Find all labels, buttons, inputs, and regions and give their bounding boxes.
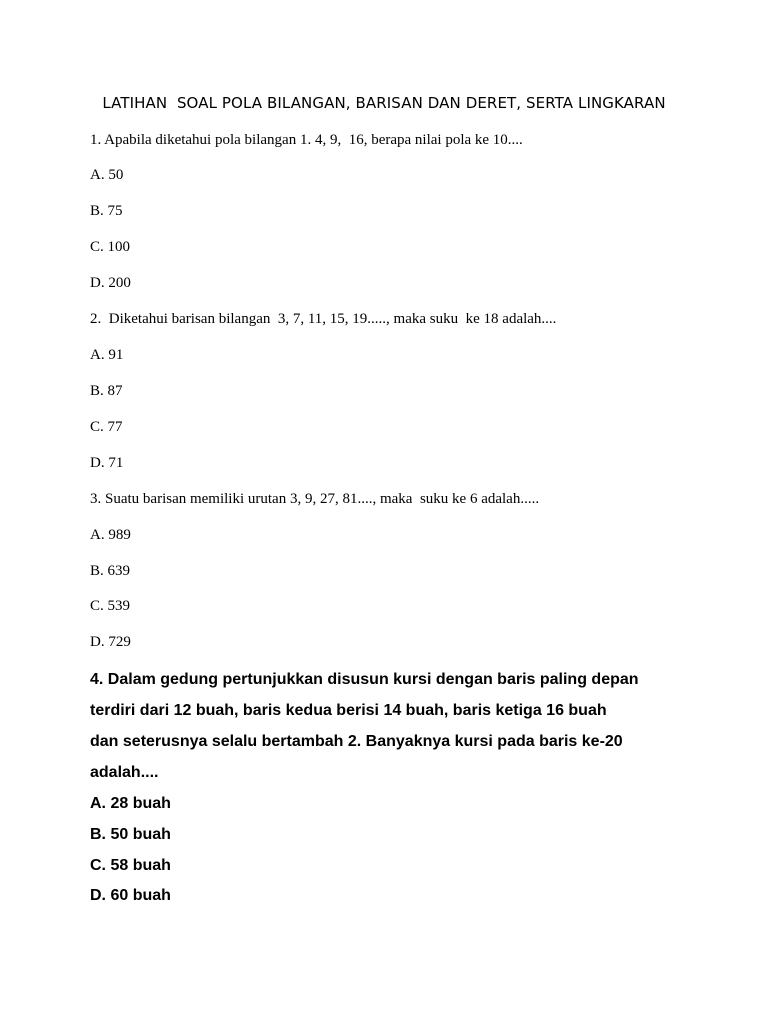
question-3-option-c: C. 539 xyxy=(90,598,131,614)
question-2-option-b: B. 87 xyxy=(90,383,123,399)
question-3-option-a: A. 989 xyxy=(90,527,131,543)
question-4-text-line-3: dan seterusnya selalu bertambah 2. Banyaknya kursi pada baris ke-20 xyxy=(90,733,623,750)
question-4-option-d: D. 60 buah xyxy=(90,887,171,904)
question-4-option-b: B. 50 buah xyxy=(90,826,171,843)
question-4-option-c: C. 58 buah xyxy=(90,857,171,874)
question-4-text-line-1: 4. Dalam gedung pertunjukkan disusun kursi dengan baris paling depan xyxy=(90,671,639,688)
question-3-option-b: B. 639 xyxy=(90,563,131,579)
question-2-option-d: D. 71 xyxy=(90,455,124,471)
question-1-option-c: C. 100 xyxy=(90,239,131,255)
question-3-option-d: D. 729 xyxy=(90,634,131,650)
question-2-option-c: C. 77 xyxy=(90,419,123,435)
page-title: LATIHAN SOAL POLA BILANGAN, BARISAN DAN DERET, SERTA LINGKARAN xyxy=(102,94,666,112)
question-4-option-a: A. 28 buah xyxy=(90,795,171,812)
question-1-text: 1. Apabila diketahui pola bilangan 1. 4, 9, 16, berapa nilai pola ke 10.... xyxy=(90,132,523,148)
question-1-option-d: D. 200 xyxy=(90,275,131,291)
question-3-text: 3. Suatu barisan memiliki urutan 3, 9, 27, 81...., maka suku ke 6 adalah..... xyxy=(90,491,540,507)
question-2-text: 2. Diketahui barisan bilangan 3, 7, 11, 15, 19....., maka suku ke 18 adalah.... xyxy=(90,311,557,327)
question-4-text-line-4: adalah.... xyxy=(90,764,159,781)
question-1-option-b: B. 75 xyxy=(90,203,123,219)
question-2-option-a: A. 91 xyxy=(90,347,124,363)
question-4-text-line-2: terdiri dari 12 buah, baris kedua berisi 14 buah, baris ketiga 16 buah xyxy=(90,702,607,719)
question-1-option-a: A. 50 xyxy=(90,167,124,183)
